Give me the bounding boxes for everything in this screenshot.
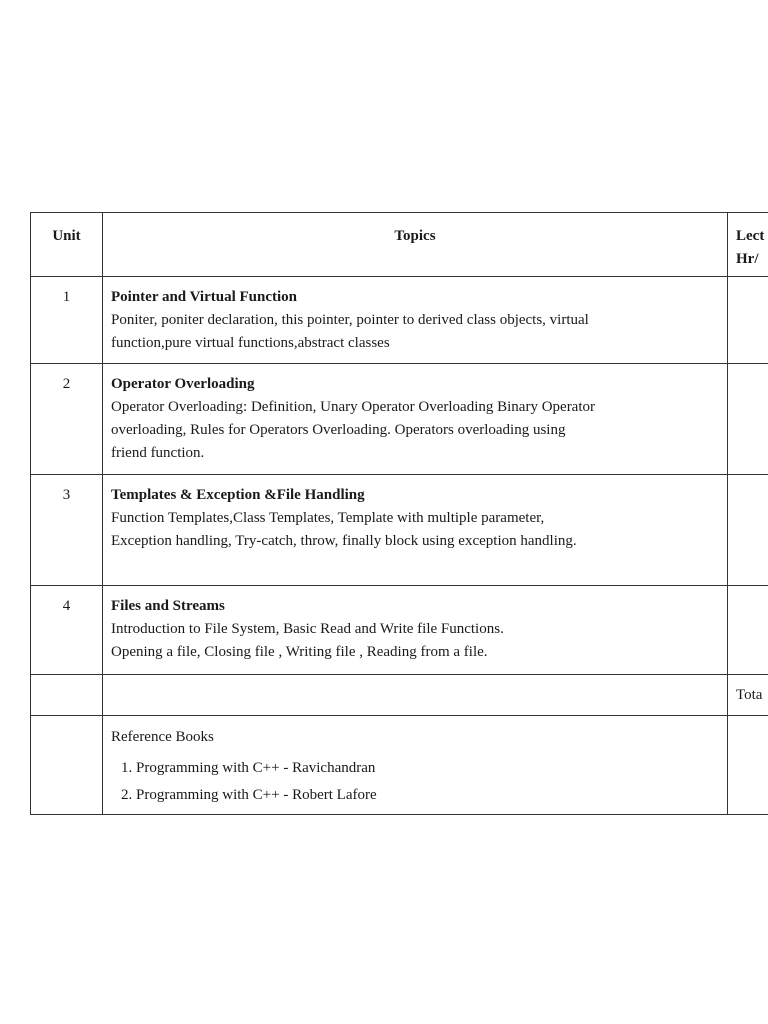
topic-line: Function Templates,Class Templates, Template with multiple parameter, — [111, 510, 545, 526]
empty-cell — [728, 716, 768, 815]
header-lecture-line1: Lect — [736, 228, 765, 244]
unit-number: 4 — [31, 586, 103, 675]
topic-title: Files and Streams — [111, 598, 225, 614]
topic-line: overloading, Rules for Operators Overloading. Operators overloading using — [111, 422, 566, 438]
table-row-unit-1 — [31, 277, 768, 364]
topic-cell — [103, 277, 728, 364]
lecture-hours-cell — [728, 277, 768, 364]
table-row-total — [31, 675, 768, 716]
empty-cell — [31, 675, 103, 716]
reference-books-cell — [103, 716, 728, 815]
lecture-hours-cell — [728, 586, 768, 675]
topic-line: friend function. — [111, 445, 205, 461]
total-label: Tota — [728, 675, 768, 716]
topic-line: Opening a file, Closing file , Writing file , Reading from a file. — [111, 644, 488, 660]
table-header-row — [31, 213, 768, 277]
header-lecture-hours — [728, 213, 768, 277]
reference-books-heading: Reference Books — [111, 729, 214, 745]
topic-title: Pointer and Virtual Function — [111, 289, 297, 305]
topic-line: function,pure virtual functions,abstract classes — [111, 335, 390, 351]
lecture-hours-cell — [728, 364, 768, 475]
reference-books-list — [111, 755, 719, 809]
empty-cell — [103, 675, 728, 716]
empty-cell — [31, 716, 103, 815]
topic-line: Operator Overloading: Definition, Unary Operator Overloading Binary Operator — [111, 399, 596, 415]
header-topics: Topics — [103, 213, 728, 277]
unit-number: 2 — [31, 364, 103, 475]
unit-number: 3 — [31, 475, 103, 586]
topic-title: Operator Overloading — [111, 376, 255, 392]
topic-cell — [103, 475, 728, 586]
table-row-unit-2 — [31, 364, 768, 475]
list-item: 1. Programming with C++ - Ravichandran — [121, 760, 376, 776]
topic-title: Templates & Exception &File Handling — [111, 487, 365, 503]
header-lecture-line2: Hr/ — [736, 251, 759, 267]
topic-line: Poniter, poniter declaration, this pointer, pointer to derived class objects, virtual — [111, 312, 589, 328]
topic-line: Introduction to File System, Basic Read and Write file Functions. — [111, 621, 504, 637]
header-unit: Unit — [31, 213, 103, 277]
table-row-references — [31, 716, 768, 815]
table-row-unit-4 — [31, 586, 768, 675]
topic-cell — [103, 586, 728, 675]
lecture-hours-cell — [728, 475, 768, 586]
list-item: 2. Programming with C++ - Robert Lafore — [121, 787, 377, 803]
topic-line: Exception handling, Try-catch, throw, finally block using exception handling. — [111, 533, 577, 549]
syllabus-table — [30, 212, 768, 815]
unit-number: 1 — [31, 277, 103, 364]
table-row-unit-3 — [31, 475, 768, 586]
topic-cell — [103, 364, 728, 475]
